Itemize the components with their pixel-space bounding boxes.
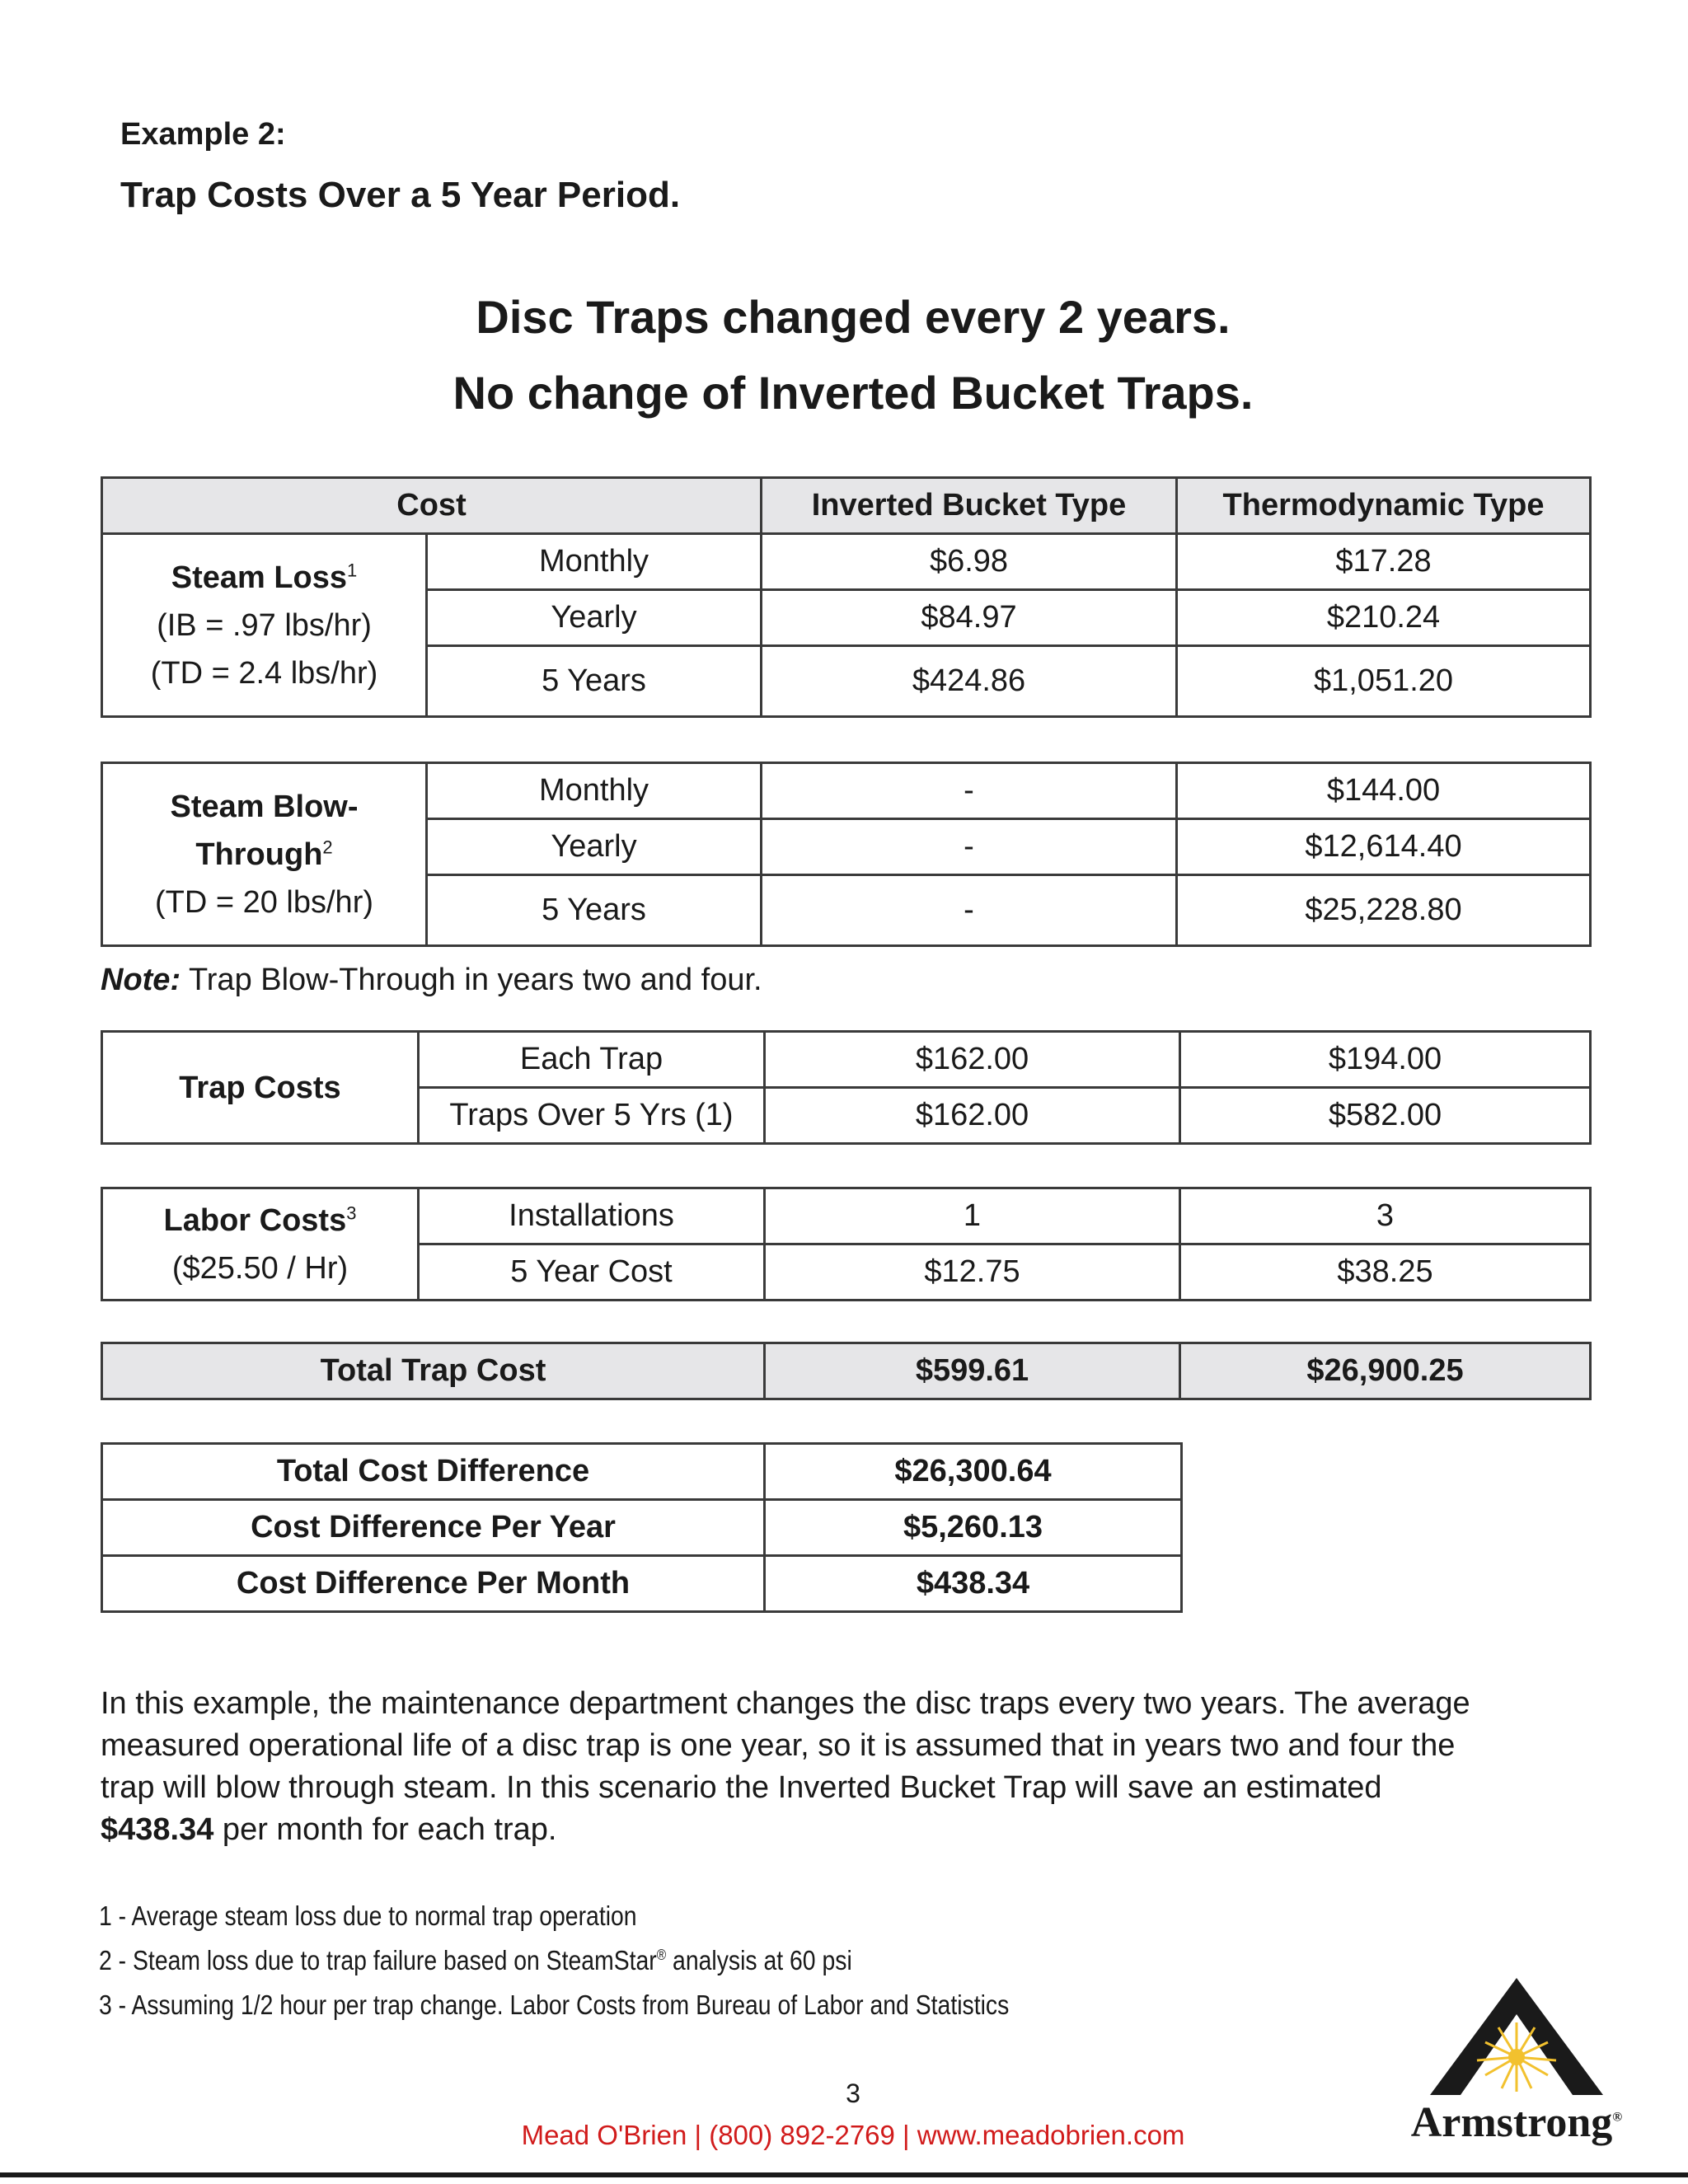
steam-loss-ib-rate: (IB = .97 lbs/hr) bbox=[157, 607, 372, 643]
footnote-ref: 3 bbox=[346, 1202, 357, 1223]
bottom-rule bbox=[0, 2172, 1688, 2177]
td-value-cell: $25,228.80 bbox=[1177, 875, 1591, 946]
footnote-ref: 1 bbox=[347, 559, 358, 580]
ib-value-cell: - bbox=[762, 763, 1177, 819]
ib-value-cell: $6.98 bbox=[762, 534, 1177, 590]
difference-value: $26,300.64 bbox=[765, 1444, 1182, 1500]
table-row bbox=[102, 763, 1591, 819]
ib-value-cell: $84.97 bbox=[762, 590, 1177, 646]
td-value-cell: $17.28 bbox=[1177, 534, 1591, 590]
footnotes bbox=[99, 1894, 1157, 2027]
headline-line-2: No change of Inverted Bucket Traps. bbox=[452, 367, 1254, 419]
ib-value-cell: $162.00 bbox=[765, 1088, 1180, 1144]
page-number: 3 bbox=[846, 2079, 860, 2108]
period-cell: Yearly bbox=[427, 819, 762, 875]
table-row bbox=[102, 1343, 1591, 1399]
ib-value-cell: $424.86 bbox=[762, 646, 1177, 717]
ib-value-cell: - bbox=[762, 875, 1177, 946]
table-row bbox=[102, 1444, 1182, 1500]
steam-loss-td-rate: (TD = 2.4 lbs/hr) bbox=[150, 655, 378, 691]
footnote-ref: 2 bbox=[322, 836, 333, 857]
ib-value-cell: $162.00 bbox=[765, 1032, 1180, 1088]
total-ib-value: $599.61 bbox=[765, 1343, 1180, 1399]
period-cell: Monthly bbox=[427, 763, 762, 819]
difference-label: Cost Difference Per Year bbox=[102, 1500, 765, 1556]
td-value-cell: $38.25 bbox=[1180, 1244, 1591, 1301]
header-thermodynamic: Thermodynamic Type bbox=[1177, 478, 1591, 534]
total-td-value: $26,900.25 bbox=[1180, 1343, 1591, 1399]
blow-through-td-rate: (TD = 20 lbs/hr) bbox=[154, 884, 374, 920]
total-label: Total Trap Cost bbox=[102, 1343, 765, 1399]
table-row bbox=[102, 1500, 1182, 1556]
period-cell: 5 Years bbox=[427, 875, 762, 946]
blow-through-title-2: Through bbox=[195, 837, 323, 872]
footnote-3: 3 - Assuming 1/2 hour per trap change. Labor Costs from Bureau of Labor and Statistics bbox=[99, 1990, 1010, 2020]
steam-loss-table bbox=[101, 476, 1592, 718]
table-row bbox=[102, 1556, 1182, 1612]
period-cell: 5 Years bbox=[427, 646, 762, 717]
td-value-cell: $582.00 bbox=[1180, 1088, 1591, 1144]
footnote-1: 1 - Average steam loss due to normal trap operation bbox=[99, 1900, 637, 1931]
labor-costs-label bbox=[102, 1188, 419, 1301]
difference-value: $438.34 bbox=[765, 1556, 1182, 1612]
ib-value-cell: 1 bbox=[765, 1188, 1180, 1244]
steam-loss-title: Steam Loss bbox=[171, 560, 348, 595]
trap-costs-table bbox=[101, 1030, 1592, 1145]
cost-difference-table bbox=[101, 1442, 1183, 1613]
total-trap-cost-table bbox=[101, 1342, 1592, 1400]
blow-through-label bbox=[102, 763, 427, 946]
item-cell: Installations bbox=[419, 1188, 765, 1244]
difference-value: $5,260.13 bbox=[765, 1500, 1182, 1556]
td-value-cell: $144.00 bbox=[1177, 763, 1591, 819]
labor-costs-table bbox=[101, 1187, 1592, 1301]
item-cell: Each Trap bbox=[419, 1032, 765, 1088]
td-value-cell: $194.00 bbox=[1180, 1032, 1591, 1088]
steam-loss-label bbox=[102, 534, 427, 717]
ib-value-cell: $12.75 bbox=[765, 1244, 1180, 1301]
footer-contact: Mead O'Brien | (800) 892-2769 | www.meadobrien.com bbox=[521, 2120, 1185, 2150]
td-value-cell: 3 bbox=[1180, 1188, 1591, 1244]
header-inverted-bucket: Inverted Bucket Type bbox=[762, 478, 1177, 534]
blow-through-note bbox=[101, 963, 762, 998]
explanation-paragraph: In this example, the maintenance department changes the disc traps every two years. The average measured operational life of a disc trap is one year, so it is assumed that in years two and four the trap will blow through steam. In this scenario the Inverted Bucket Trap will save an estimated $438.34 per month for each trap. bbox=[101, 1686, 1470, 1847]
trap-costs-label: Trap Costs bbox=[102, 1032, 419, 1144]
note-text: Trap Blow-Through in years two and four. bbox=[181, 963, 762, 997]
period-cell: Yearly bbox=[427, 590, 762, 646]
header-cost: Cost bbox=[102, 478, 762, 534]
headline-line-1: Disc Traps changed every 2 years. bbox=[476, 291, 1231, 343]
item-cell: 5 Year Cost bbox=[419, 1244, 765, 1301]
note-label: Note: bbox=[101, 963, 181, 997]
example-subtitle: Trap Costs Over a 5 Year Period. bbox=[120, 175, 681, 215]
blow-through-table bbox=[101, 762, 1592, 947]
labor-costs-title: Labor Costs bbox=[163, 1202, 347, 1238]
table-row bbox=[102, 1032, 1591, 1088]
armstrong-wordmark: Armstrong® bbox=[1410, 2099, 1623, 2146]
td-value-cell: $12,614.40 bbox=[1177, 819, 1591, 875]
td-value-cell: $1,051.20 bbox=[1177, 646, 1591, 717]
td-value-cell: $210.24 bbox=[1177, 590, 1591, 646]
period-cell: Monthly bbox=[427, 534, 762, 590]
table-row bbox=[102, 1188, 1591, 1244]
labor-rate: ($25.50 / Hr) bbox=[171, 1250, 349, 1286]
table-row bbox=[102, 534, 1591, 590]
ib-value-cell: - bbox=[762, 819, 1177, 875]
footnote-2: 2 - Steam loss due to trap failure based on SteamStar® analysis at 60 psi bbox=[99, 1945, 852, 1975]
blow-through-title-1: Steam Blow- bbox=[170, 789, 359, 824]
example-label: Example 2: bbox=[120, 117, 286, 152]
monthly-savings-highlight: $438.34 bbox=[101, 1812, 214, 1847]
table-header-row bbox=[102, 478, 1591, 534]
difference-label: Total Cost Difference bbox=[102, 1444, 765, 1500]
difference-label: Cost Difference Per Month bbox=[102, 1556, 765, 1612]
item-cell: Traps Over 5 Yrs (1) bbox=[419, 1088, 765, 1144]
